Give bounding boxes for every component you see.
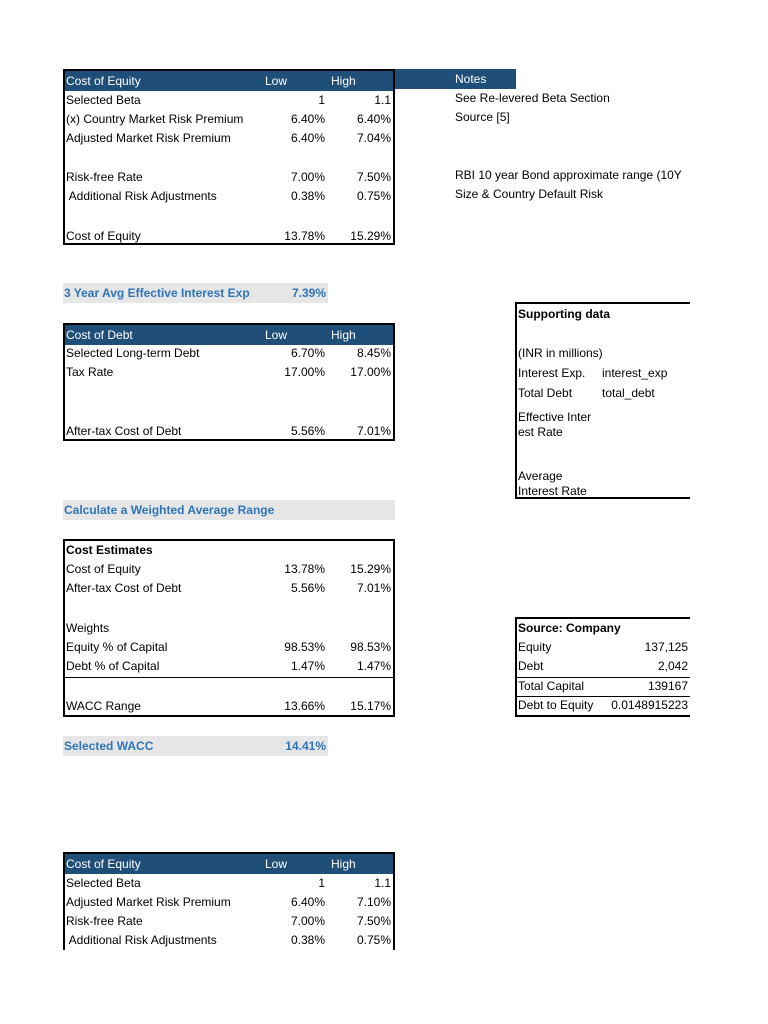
- table-row: [65, 110, 393, 129]
- weights-label: Weights: [66, 621, 110, 635]
- row-high: 17.00%: [350, 365, 391, 379]
- table-row: [65, 91, 393, 110]
- average-rate-label: Average: [518, 469, 563, 483]
- cost-estimates-title: Cost Estimates: [66, 543, 153, 557]
- supporting-row-value: interest_exp: [602, 366, 668, 380]
- table-row: [517, 619, 690, 638]
- row-low: 5.56%: [290, 424, 325, 438]
- table-row: [65, 893, 393, 912]
- supporting-row-label: Interest Exp.: [518, 366, 586, 380]
- row-high: 15.29%: [350, 562, 391, 576]
- supporting-data-box: [515, 302, 690, 499]
- row-low: 6.40%: [290, 895, 325, 909]
- row-low: 6.70%: [290, 346, 325, 360]
- table-row: [65, 579, 393, 598]
- selected-wacc-label: Selected WACC: [64, 739, 154, 753]
- supporting-title: Supporting data: [518, 307, 610, 321]
- row-label: Debt % of Capital: [66, 659, 160, 673]
- cost-of-debt-table: [63, 323, 395, 441]
- row-high: 7.10%: [356, 895, 391, 909]
- table-row: [517, 677, 690, 696]
- row-low: 0.38%: [290, 189, 325, 203]
- average-rate-label: Interest Rate: [518, 484, 587, 498]
- avg-interest-label: 3 Year Avg Effective Interest Exp: [64, 286, 250, 300]
- row-low: 6.40%: [290, 112, 325, 126]
- table-row: [517, 696, 690, 715]
- table-row: [65, 638, 393, 657]
- row-label: Equity: [518, 640, 552, 654]
- row-label: Debt: [518, 659, 544, 673]
- row-low: 13.66%: [284, 699, 325, 713]
- weighted-title: Calculate a Weighted Average Range: [64, 503, 275, 517]
- table-row: [517, 638, 690, 657]
- row-low: 0.38%: [290, 933, 325, 947]
- row-label: Debt to Equity: [518, 698, 594, 712]
- table-row: [65, 422, 393, 441]
- notes-header-label: Notes: [455, 72, 487, 86]
- table-row: [65, 129, 393, 148]
- row-high: 1.47%: [356, 659, 391, 673]
- row-high: 0.75%: [356, 933, 391, 947]
- table-row: [517, 657, 690, 676]
- table-row: [65, 874, 393, 893]
- wacc-table: [63, 539, 395, 717]
- row-value: 2,042: [657, 659, 688, 673]
- row-label: Selected Long-term Debt: [66, 346, 200, 360]
- row-label: Adjusted Market Risk Premium: [66, 131, 231, 145]
- table-row: [65, 912, 393, 931]
- row-low: 6.40%: [290, 131, 325, 145]
- avg-interest-value: 7.39%: [291, 286, 326, 300]
- row-label: (x) Country Market Risk Premium: [66, 112, 244, 126]
- header-low: Low: [265, 857, 288, 871]
- selected-wacc-value: 14.41%: [285, 739, 326, 753]
- row-label: Cost of Equity: [66, 229, 141, 243]
- effective-rate-label: Effective Inter: [518, 410, 592, 424]
- table-row: [65, 363, 393, 382]
- note-item: Source [5]: [455, 110, 510, 124]
- row-label: After-tax Cost of Debt: [66, 581, 182, 595]
- row-high: 0.75%: [356, 189, 391, 203]
- header-high: High: [331, 74, 356, 88]
- row-value: 0.0148915223: [611, 698, 688, 712]
- row-value: 139167: [647, 679, 688, 693]
- row-low: 7.00%: [290, 914, 325, 928]
- row-high: 7.50%: [356, 914, 391, 928]
- row-high: 7.01%: [356, 581, 391, 595]
- table-header: [65, 71, 393, 91]
- table-row: [65, 560, 393, 579]
- table-header: [65, 325, 393, 345]
- row-label: WACC Range: [66, 699, 141, 713]
- table-row: [65, 344, 393, 363]
- row-low: 7.00%: [290, 170, 325, 184]
- table-row: [65, 541, 393, 560]
- note-item: See Re-levered Beta Section: [455, 91, 610, 105]
- cost-of-equity-table-2: [63, 852, 395, 950]
- header-high: High: [331, 857, 356, 871]
- row-high: 7.04%: [356, 131, 391, 145]
- row-label: Tax Rate: [66, 365, 114, 379]
- divider: [65, 677, 393, 678]
- cost-of-equity-table: [63, 69, 395, 245]
- table-row: [65, 931, 393, 950]
- row-high: 15.29%: [350, 229, 391, 243]
- row-high: 7.01%: [356, 424, 391, 438]
- company-source-box: [515, 617, 690, 717]
- row-label: After-tax Cost of Debt: [66, 424, 182, 438]
- company-title: Source: Company: [518, 621, 621, 635]
- row-label: Additional Risk Adjustments: [66, 189, 217, 203]
- notes-header: [395, 69, 516, 89]
- row-low: 17.00%: [284, 365, 325, 379]
- row-high: 1.1: [374, 93, 391, 107]
- table-row: [65, 697, 393, 716]
- row-low: 5.56%: [290, 581, 325, 595]
- row-high: 6.40%: [356, 112, 391, 126]
- supporting-row-value: total_debt: [602, 386, 655, 400]
- row-low: 1: [318, 876, 325, 890]
- row-label: Equity % of Capital: [66, 640, 168, 654]
- table-row: [65, 619, 393, 638]
- header-label: Cost of Equity: [66, 74, 141, 88]
- row-label: Selected Beta: [66, 876, 141, 890]
- row-label: Adjusted Market Risk Premium: [66, 895, 231, 909]
- row-low: 98.53%: [284, 640, 325, 654]
- row-label: Risk-free Rate: [66, 914, 143, 928]
- row-low: 13.78%: [284, 562, 325, 576]
- note-item: RBI 10 year Bond approximate range (10Y: [455, 168, 682, 182]
- table-header: [65, 854, 393, 874]
- effective-rate-label: est Rate: [518, 425, 563, 439]
- row-low: 1.47%: [290, 659, 325, 673]
- row-label: Additional Risk Adjustments: [66, 933, 217, 947]
- table-row: [65, 187, 393, 206]
- table-row: [65, 657, 393, 676]
- row-label: Cost of Equity: [66, 562, 141, 576]
- supporting-row-label: Total Debt: [518, 386, 573, 400]
- row-high: 8.45%: [356, 346, 391, 360]
- table-row: [65, 168, 393, 187]
- supporting-units: (INR in millions): [518, 346, 603, 360]
- row-label: Risk-free Rate: [66, 170, 143, 184]
- header-low: Low: [265, 74, 288, 88]
- header-label: Cost of Debt: [66, 328, 133, 342]
- header-high: High: [331, 328, 356, 342]
- row-low: 13.78%: [284, 229, 325, 243]
- row-high: 15.17%: [350, 699, 391, 713]
- note-item: Size & Country Default Risk: [455, 187, 604, 201]
- header-label: Cost of Equity: [66, 857, 141, 871]
- row-label: Selected Beta: [66, 93, 141, 107]
- row-value: 137,125: [644, 640, 688, 654]
- row-low: 1: [318, 93, 325, 107]
- header-low: Low: [265, 328, 288, 342]
- row-high: 7.50%: [356, 170, 391, 184]
- row-high: 98.53%: [350, 640, 391, 654]
- row-high: 1.1: [374, 876, 391, 890]
- row-label: Total Capital: [518, 679, 585, 693]
- table-row: [65, 227, 393, 246]
